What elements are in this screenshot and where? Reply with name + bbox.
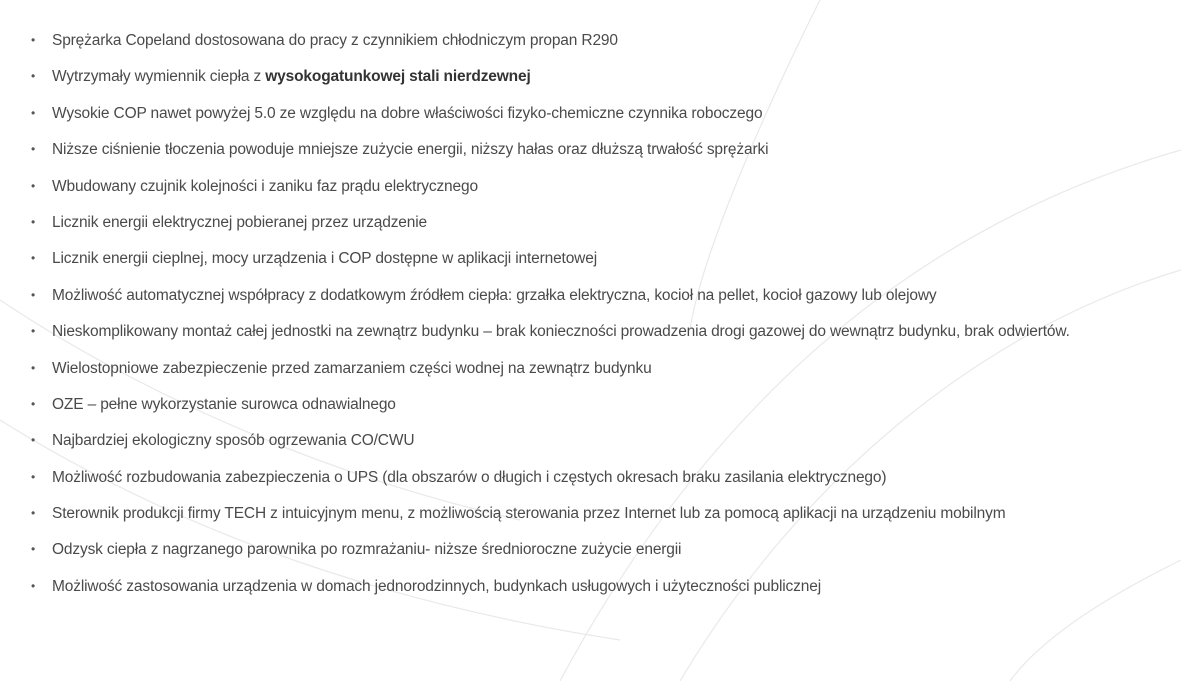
- list-item: [0, 539, 1181, 560]
- feature-text: Licznik energii cieplnej, mocy urządzenia i COP dostępne w aplikacji internetowej: [52, 250, 597, 268]
- list-item: [0, 248, 1181, 269]
- feature-text: Wysokie COP nawet powyżej 5.0 ze względu na dobre właściwości fizyko-chemiczne czynnika roboczego: [52, 104, 763, 122]
- feature-emphasis: wysokogatunkowej stali nierdzewnej: [265, 68, 531, 86]
- list-item: [0, 103, 1181, 124]
- list-item: [0, 321, 1181, 342]
- list-item: [0, 467, 1181, 488]
- feature-text: Nieskomplikowany montaż całej jednostki na zewnątrz budynku – brak konieczności prowadzenia drogi gazowej do wewnątrz budynku, brak odwiertów.: [52, 323, 1070, 341]
- feature-text: OZE – pełne wykorzystanie surowca odnawialnego: [52, 395, 396, 413]
- list-item: [0, 30, 1181, 51]
- list-item: [0, 394, 1181, 415]
- list-item: [0, 212, 1181, 233]
- list-item: [0, 139, 1181, 160]
- feature-text: Możliwość rozbudowania zabezpieczenia o UPS (dla obszarów o długich i częstych okresach braku zasilania elektrycznego): [52, 468, 887, 486]
- feature-text: Wielostopniowe zabezpieczenie przed zamarzaniem części wodnej na zewnątrz budynku: [52, 359, 652, 377]
- feature-text: Sprężarka Copeland dostosowana do pracy z czynnikiem chłodniczym propan R290: [52, 32, 618, 49]
- feature-text: Najbardziej ekologiczny sposób ogrzewania CO/CWU: [52, 432, 415, 450]
- list-item: [0, 285, 1181, 306]
- list-item: [0, 430, 1181, 451]
- list-item: [0, 66, 1181, 87]
- list-item: [0, 503, 1181, 524]
- feature-text: Możliwość zastosowania urządzenia w domach jednorodzinnych, budynkach usługowych i użyteczności publicznej: [52, 577, 821, 595]
- feature-text: Niższe ciśnienie tłoczenia powoduje mniejsze zużycie energii, niższy hałas oraz dłuższą trwałość sprężarki: [52, 141, 769, 159]
- feature-text: Sterownik produkcji firmy TECH z intuicyjnym menu, z możliwością sterowania przez Internet lub za pomocą aplikacji na urządzeniu mobilnym: [52, 505, 1006, 523]
- list-item: [0, 576, 1181, 597]
- feature-text: Wbudowany czujnik kolejności i zaniku faz prądu elektrycznego: [52, 177, 478, 195]
- feature-text: Możliwość automatycznej współpracy z dodatkowym źródłem ciepła: grzałka elektryczna, kocioł na pellet, kocioł gazowy lub olejowy: [52, 286, 937, 304]
- feature-list: [0, 30, 1181, 612]
- feature-text: Wytrzymały wymiennik ciepła z: [52, 68, 266, 86]
- list-item: [0, 358, 1181, 379]
- list-item: [0, 176, 1181, 197]
- feature-text: Licznik energii elektrycznej pobieranej przez urządzenie: [52, 213, 427, 231]
- feature-text: Odzysk ciepła z nagrzanego parownika po rozmrażaniu- niższe średnioroczne zużycie energii: [52, 541, 682, 559]
